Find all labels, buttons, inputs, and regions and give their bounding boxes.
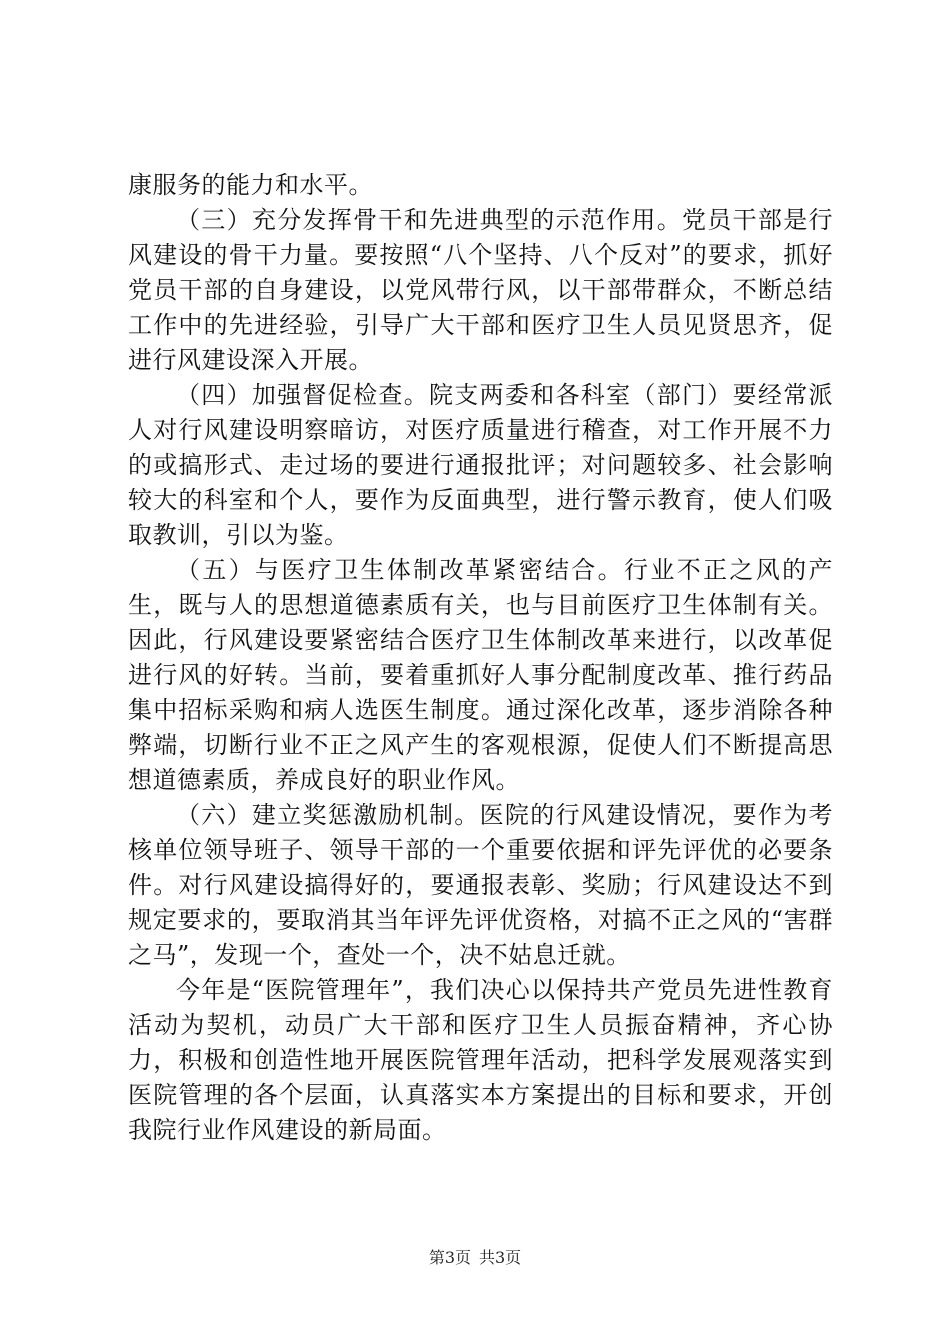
- paragraph-section-6: （六）建立奖惩激励机制。医院的行风建设情况，要作为考核单位领导班子、领导干部的一个重要依据和评先评优的必要条件。对行风建设搞得好的，要通报表彰、奖励；行风建设达不到规定要求的，要取消其当年评先评优资格，对搞不正之风的“害群之马”，发现一个，查处一个，决不姑息迁就。: [128, 801, 833, 969]
- paragraph-section-3: （三）充分发挥骨干和先进典型的示范作用。党员干部是行风建设的骨干力量。要按照“八个坚持、八个反对”的要求，抓好党员干部的自身建设，以党风带行风，以干部带群众，不断总结工作中的先进经验，引导广大干部和医疗卫生人员见贤思齐，促进行风建设深入开展。: [128, 206, 833, 374]
- page-footer: [0, 1245, 950, 1268]
- page-number: 第3页: [428, 1248, 471, 1267]
- page-total: 共3页: [479, 1248, 522, 1267]
- paragraph-section-4: （四）加强督促检查。院支两委和各科室（部门）要经常派人对行风建设明察暗访，对医疗质量进行稽查，对工作开展不力的或搞形式、走过场的要进行通报批评；对问题较多、社会影响较大的科室和个人，要作为反面典型，进行警示教育，使人们吸取教训，引以为鉴。: [128, 381, 833, 549]
- paragraph-section-5: （五）与医疗卫生体制改革紧密结合。行业不正之风的产生，既与人的思想道德素质有关，也与目前医疗卫生体制有关。因此，行风建设要紧密结合医疗卫生体制改革来进行，以改革促进行风的好转。当前，要着重抓好人事分配制度改革、推行药品集中招标采购和病人选医生制度。通过深化改革，逐步消除各种弊端，切断行业不正之风产生的客观根源，促使人们不断提高思想道德素质，养成良好的职业作风。: [128, 556, 833, 794]
- paragraph-conclusion: 今年是“医院管理年”，我们决心以保持共产党员先进性教育活动为契机，动员广大干部和医疗卫生人员振奋精神，齐心协力，积极和创造性地开展医院管理年活动，把科学发展观落实到医院管理的各个层面，认真落实本方案提出的目标和要求，开创我院行业作风建设的新局面。: [128, 976, 833, 1144]
- document-body: [128, 168, 833, 1148]
- paragraph-continuation: 康服务的能力和水平。: [128, 171, 373, 199]
